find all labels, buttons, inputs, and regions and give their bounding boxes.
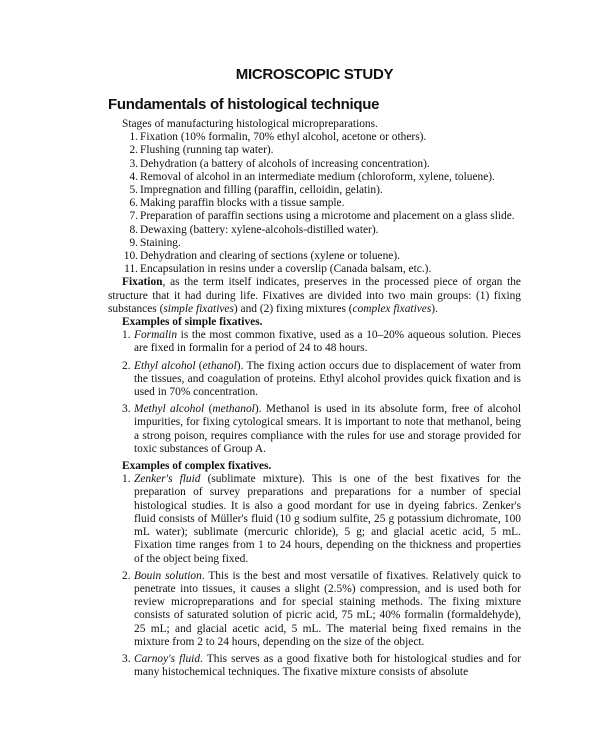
fixation-lead: Fixation [122, 276, 163, 289]
example-text: is the most common fixative, used as a 10–20% aqueous solution. Pieces are fixed in formalin for a period of 24 to 48 hours. [134, 329, 521, 355]
list-text: Dehydration (a battery of alcohols of increasing concentration). [140, 157, 430, 170]
example-item: 2. Ethyl alcohol (ethanol). The fixing action occurs due to displacement of water from the tissues, and coagulation of proteins. Ethyl alcohol provides quick fixation and is used in 70% concentration. [122, 359, 521, 399]
list-number: 4. [129, 170, 138, 183]
fixative-name: Carnoy's fluid [134, 652, 201, 665]
list-text: Preparation of paraffin sections using a microtome and placement on a glass slide. [140, 210, 515, 223]
section-title: Fundamentals of histological technique [108, 96, 380, 113]
list-number: 9. [129, 236, 138, 249]
complex-fixatives-list [108, 473, 521, 679]
list-number: 11. [124, 263, 138, 276]
simple-fixatives-list [108, 329, 521, 456]
list-number: 5. [129, 184, 138, 197]
fixative-alt-name: methanol [212, 403, 255, 416]
example-text: . This serves as a good fixative both for histological studies and for many histochemical techniques. The fixative mixture consists of absolute [134, 652, 521, 679]
list-number: 3. [129, 157, 138, 170]
list-item [128, 210, 521, 223]
list-text: Dehydration and clearing of sections (xylene or toluene). [140, 250, 400, 263]
fixative-name: Ethyl alcohol [134, 359, 196, 372]
list-number: 6. [129, 197, 138, 210]
fixative-name: Methyl alcohol [134, 403, 205, 416]
example-item [122, 570, 521, 649]
list-text: Impregnation and filling (paraffin, celloidin, gelatin). [140, 184, 383, 197]
example-item [122, 653, 521, 679]
list-text: Removal of alcohol in an intermediate medium (chloroform, xylene, toluene). [140, 170, 495, 183]
list-text: Encapsulation in resins under a coverslip (Canada balsam, etc.). [140, 263, 432, 276]
list-number: 2. [129, 144, 138, 157]
example-item [122, 473, 521, 565]
list-item [128, 131, 521, 144]
example-text: . This is the best and most versatile of fixatives. Relatively quick to penetrate into tissues, it causes a slight (2.5%) compression, and is used both for review micropreparations and for special staining methods. The fixing mixture consists of saturated solution of picric acid, 75 mL; 40% formalin (formaldehyde), 25 mL; and glacial acetic acid, 5 mL. The material being fixed remains in the mixture from 2 to 24 hours, depending on the size of the object. [134, 569, 521, 648]
example-number: 3. [122, 403, 131, 416]
list-item [128, 237, 521, 250]
list-item [128, 144, 521, 157]
page-title: MICROSCOPIC STUDY [235, 66, 394, 83]
example-number: 3. [122, 652, 131, 665]
example-number: 2. [122, 359, 131, 372]
list-item [128, 158, 521, 171]
stages-list [108, 131, 521, 276]
list-text: Flushing (running tap water). [140, 144, 274, 157]
list-item [124, 263, 521, 276]
list-text: Making paraffin blocks with a tissue sample. [140, 197, 345, 210]
fixative-name: Zenker's fluid [134, 473, 201, 486]
fixative-alt-name: ethanol [202, 359, 237, 372]
stages-intro: Stages of manufacturing histological micropreparations. [122, 118, 378, 130]
fixation-paragraph: Fixation, as the term itself indicates, preserves in the processed piece of organ the structure that it had during life. Fixatives are divided into two main groups: (1) fixing substances (simple fixatives) and (2) fixing mixtures (complex fixatives). [108, 276, 521, 315]
complex-fixatives-heading: Examples of complex fixatives. [122, 460, 272, 473]
example-item: 3. Methyl alcohol (methanol). Methanol is used in its absolute form, free of alcohol impurities, for fixing cytological smears. It is important to note that methanol, being a strong poison, requires compliance with the rules for use and storage provided for toxic substances of Group A. [122, 403, 521, 455]
example-number: 2. [122, 569, 131, 582]
list-text: Fixation (10% formalin, 70% ethyl alcohol, acetone or others). [140, 131, 427, 144]
example-item [122, 329, 521, 355]
simple-fixatives-heading: Examples of simple fixatives. [122, 316, 263, 329]
list-number: 7. [129, 210, 138, 223]
fixative-name: Formalin [134, 329, 178, 342]
list-number: 1. [129, 131, 138, 144]
list-text: Dewaxing (battery: xylene-alcohols-distilled water). [140, 223, 379, 236]
list-text: Staining. [140, 236, 181, 249]
example-text: (sublimate mixture). This is one of the best fixatives for the preparation of survey preparations and preparations for a number of special histological studies. It is also a good mordant for use in dyeing fabrics. Zenker's fluid consists of Müller's fluid (10 g sodium sulfite, 25 g potassium dichromate, 100 mL water); sublimate (mercuric chloride), 5 g; and glacial acetic acid, 5 mL. Fixation time ranges from 1 to 24 hours, depending on the thickness and properties of the object being fixed. [134, 473, 521, 565]
fixative-name: Bouin solution [134, 569, 202, 582]
list-number: 10. [123, 250, 138, 263]
list-item [128, 224, 521, 237]
list-item [123, 250, 521, 263]
list-item [128, 197, 521, 210]
example-number: 1. [122, 329, 131, 342]
list-number: 8. [129, 223, 138, 236]
example-text: . Methanol is used in its absolute form, free of alcohol impurities, for fixing cytological smears. It is important to note that methanol, being a strong poison, requires compliance with the rules for use and storage provided for toxic substances of Group A. [134, 403, 521, 455]
example-number: 1. [122, 473, 131, 486]
page [108, 66, 521, 683]
list-item [128, 171, 521, 184]
list-item [128, 184, 521, 197]
example-text: . The fixing action occurs due to displacement of water from the tissues, and coagulation of proteins. Ethyl alcohol provides quick fixation and is used in 70% concentration. [134, 359, 521, 399]
